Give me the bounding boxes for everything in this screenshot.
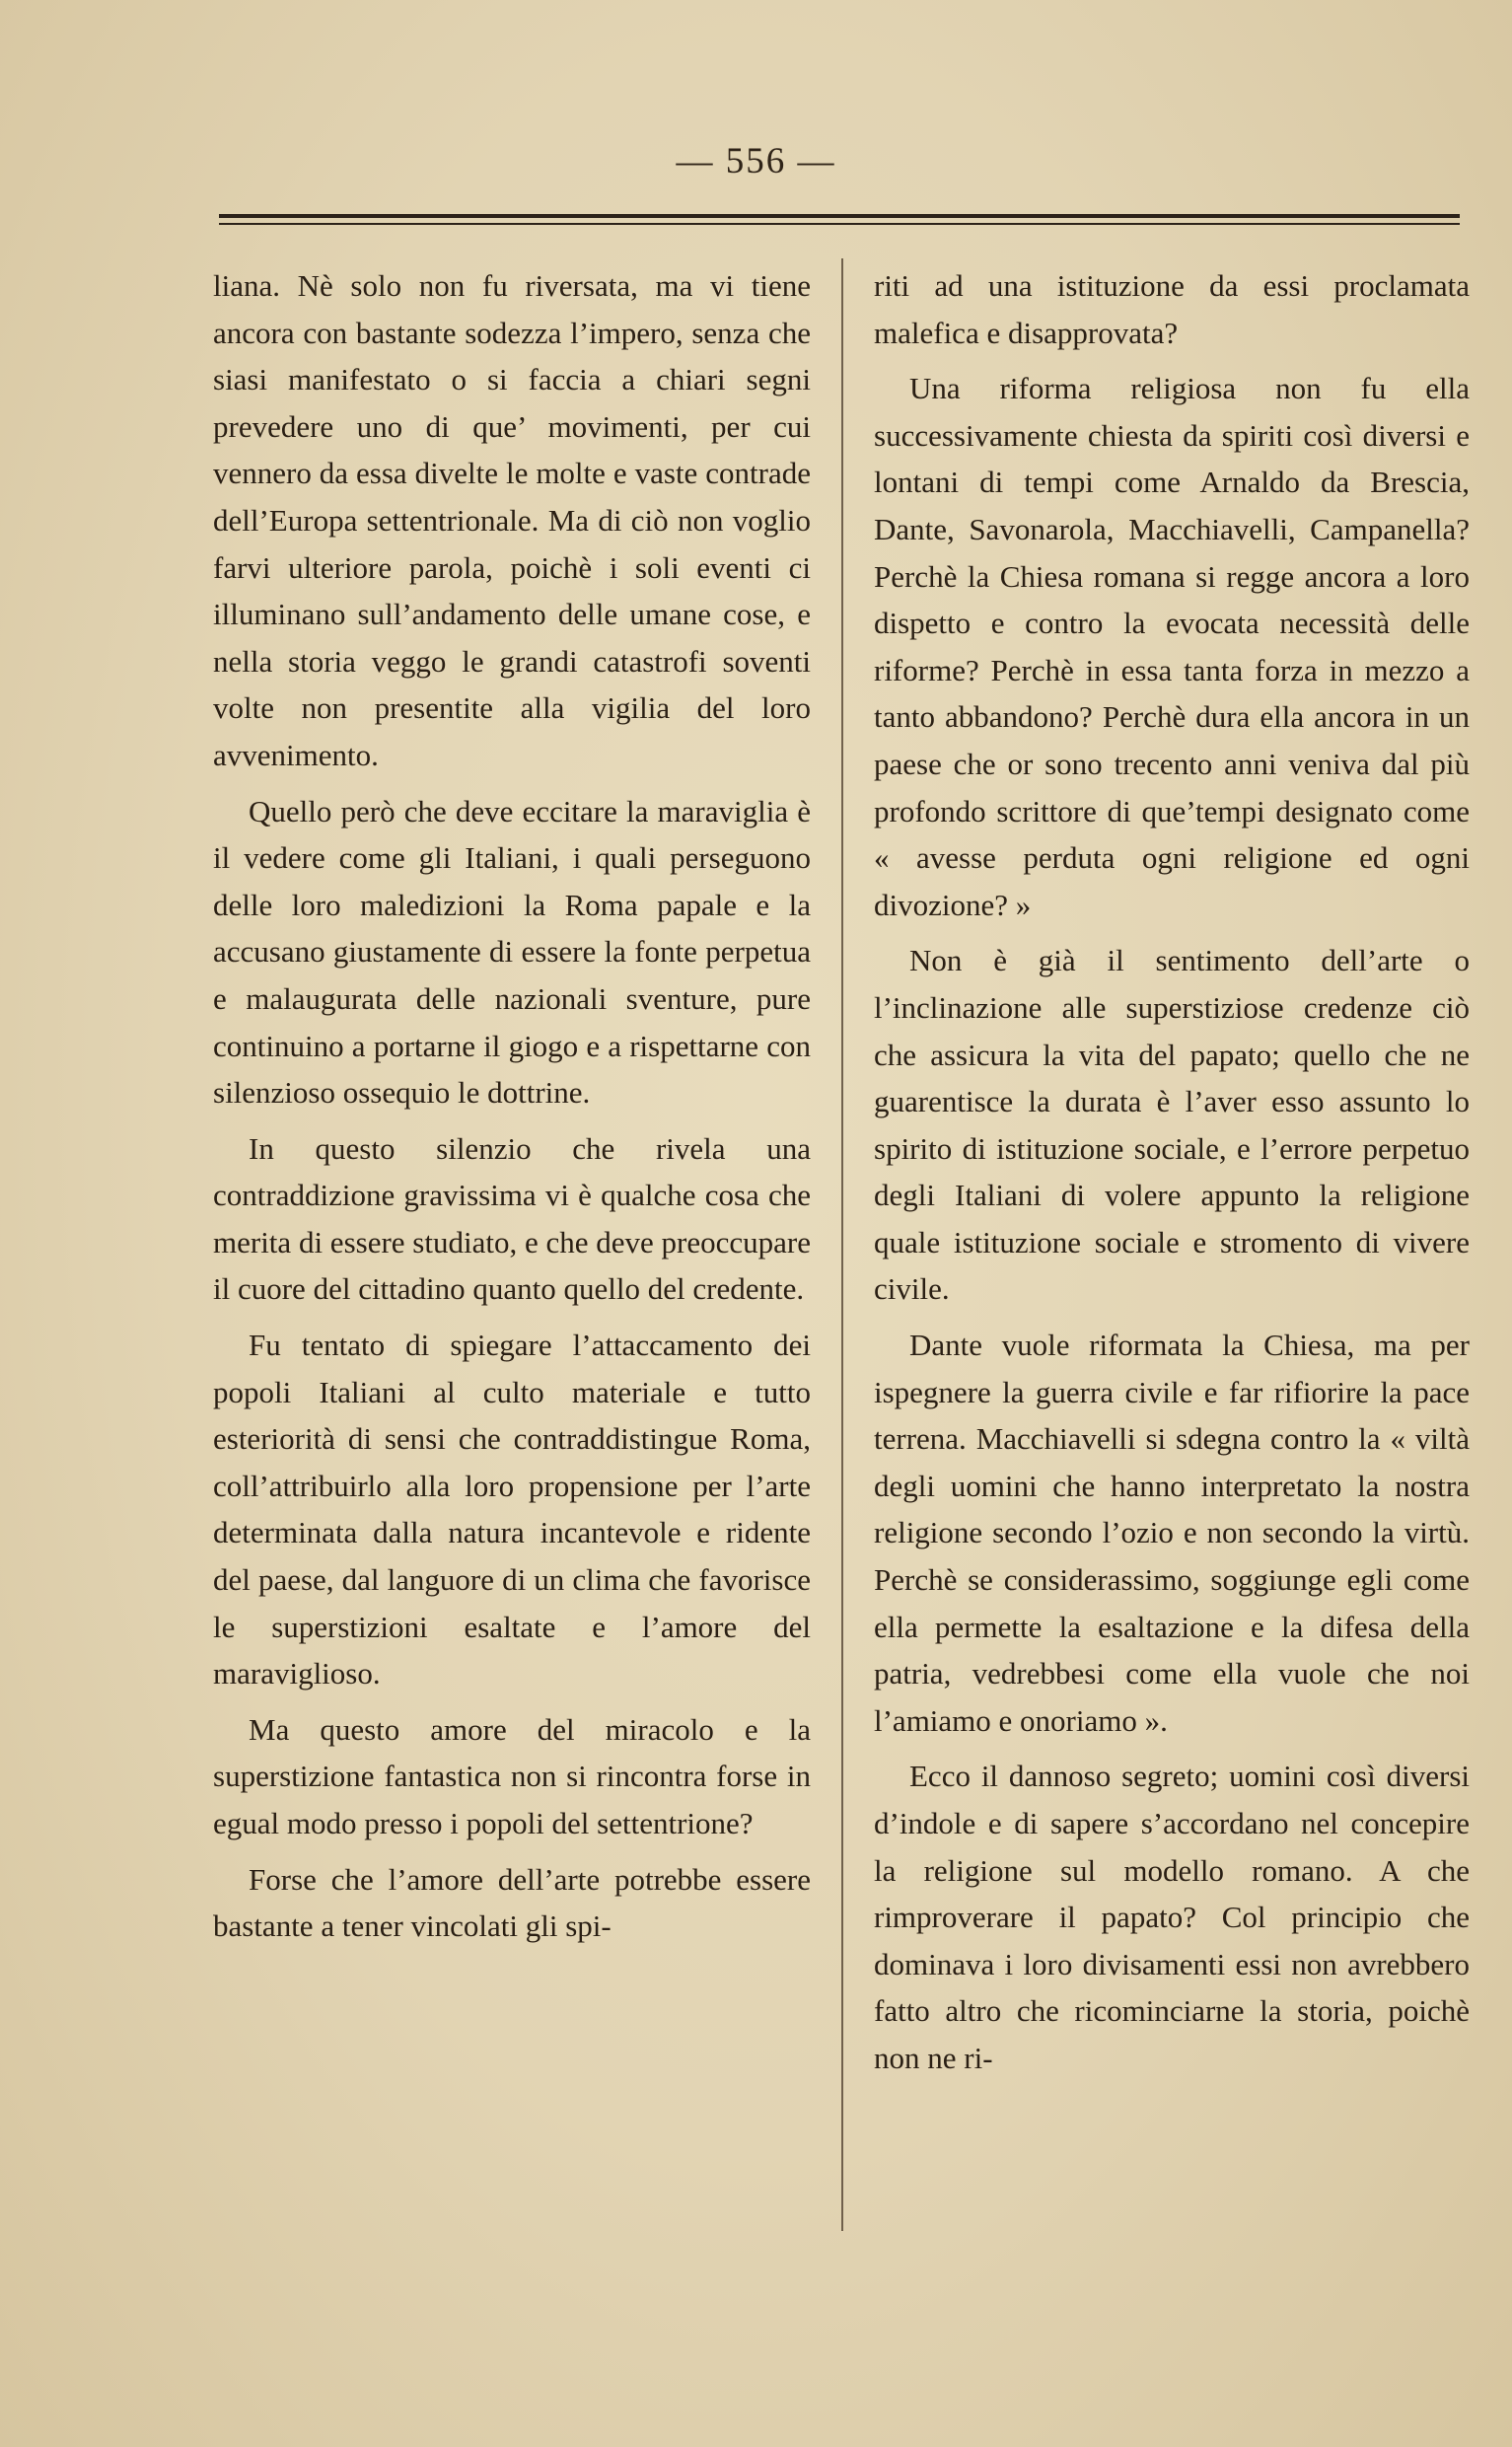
left-column xyxy=(213,262,811,1959)
paragraph: In questo silenzio che rivela una contraddizione gravissima vi è qualche cosa che merita di essere studiato, e che deve preoccupare il cuore del cittadino quanto quello del credente. xyxy=(213,1130,811,1307)
page-number: — 556 — xyxy=(676,141,836,181)
paragraph: riti ad una istituzione da essi proclamata malefica e disapprovata? xyxy=(874,268,1470,350)
paragraph: Dante vuole riformata la Chiesa, ma per ispegnere la guerra civile e far rifiorire la pace terrena. Macchiavelli si sdegna contro la « viltà degli uomini che hanno interpretato la nostra religione secondo l’ozio e non secondo la virtù. Perchè se considerassimo, soggiunge egli come ella permette la esaltazione e la difesa della patria, vedrebbesi come ella vuole che noi l’amiamo e onoriamo ». xyxy=(874,1328,1470,1738)
right-column xyxy=(874,262,1470,2091)
paragraph: Ecco il dannoso segreto; uomini così diversi d’indole e di sapere s’accordano nel concepire la religione sul modello romano. A che rimproverare il papato? Col principio che dominava i loro divisamenti essi non avrebbero fatto altro che ricominciarne la storia, poichè non ne ri- xyxy=(874,1759,1470,2075)
column-divider xyxy=(841,258,843,2231)
paragraph: Non è già il sentimento dell’arte o l’inclinazione alle superstiziose credenze ciò che assicura la vita del papato; quello che ne guarentisce la durata è l’aver esso assunto lo spirito di istituzione sociale, e l’errore perpetuo degli Italiani di volere appunto la religione quale istituzione sociale e stromento di vivere civile. xyxy=(874,943,1470,1307)
paragraph: Fu tentato di spiegare l’attaccamento dei popoli Italiani al culto materiale e tutto esteriorità di sensi che contraddistingue Roma, coll’attribuirlo alla loro propensione per l’arte determinata dalla natura incantevole e ridente del paese, dal languore di un clima che favorisce le superstizioni esaltate e l’amore del maraviglioso. xyxy=(213,1328,811,1691)
header-rule-thin xyxy=(219,223,1460,225)
paragraph: Forse che l’amore dell’arte potrebbe essere bastante a tener vincolati gli spi- xyxy=(213,1861,811,1944)
paragraph: liana. Nè solo non fu riversata, ma vi tiene ancora con bastante sodezza l’impero, senza che siasi manifestato o si faccia a chiari segni prevedere uno di que’ movimenti, per cui vennero da essa divelte le molte e vaste contrade dell’Europa settentrionale. Ma di ciò non voglio farvi ulteriore parola, poichè i soli eventi ci illuminano sull’andamento delle umane cose, e nella storia veggo le grandi catastrofi soventi volte non presentite alla vigilia del loro avvenimento. xyxy=(213,268,811,772)
paragraph: Una riforma religiosa non fu ella successivamente chiesta da spiriti così diversi e lontani di tempi come Arnaldo da Brescia, Dante, Savonarola, Macchiavelli, Campanella? Perchè la Chiesa romana si regge ancora a loro dispetto e contro la evocata necessità delle riforme? Perchè in essa tanta forza in mezzo a tanto abbandono? Perchè dura ella ancora in un paese che or sono trecento anni veniva dal più profondo scrittore di que’tempi designato come « avesse perduta ogni religione ed ogni divozione? » xyxy=(874,371,1470,922)
header-rule-thick xyxy=(219,214,1460,218)
paragraph: Quello però che deve eccitare la maraviglia è il vedere come gli Italiani, i quali perseguono delle loro maledizioni la Roma papale e la accusano giustamente di essere la fonte perpetua e malaugurata delle nazionali sventure, pure continuino a portarne il giogo e a rispettarne con silenzioso ossequio le dottrine. xyxy=(213,793,811,1111)
paragraph: Ma questo amore del miracolo e la superstizione fantastica non si rincontra forse in egual modo presso i popoli del settentrione? xyxy=(213,1711,811,1840)
